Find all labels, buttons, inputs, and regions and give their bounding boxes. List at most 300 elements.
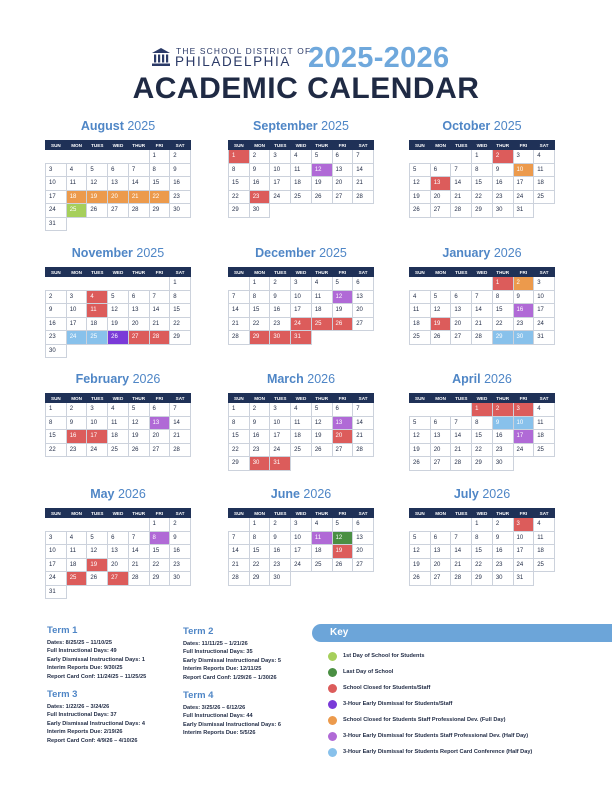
day-cell: 25 [291, 443, 312, 457]
day-cell: 28 [170, 443, 191, 457]
day-cell: 9 [513, 290, 534, 304]
day-cell: 8 [492, 290, 513, 304]
empty-day-cell [149, 277, 170, 291]
weekday-header: SAT [534, 509, 555, 518]
day-cell: 24 [513, 190, 534, 204]
day-cell: 4 [534, 150, 555, 164]
term-interim-reports: Interim Reports Due: 5/5/26 [183, 730, 256, 737]
day-cell: 4 [534, 403, 555, 417]
day-cell: 16 [492, 430, 513, 444]
weekday-header: SAT [353, 141, 374, 150]
day-cell: 31 [291, 331, 312, 345]
day-cell: 16 [270, 304, 291, 318]
term-full-days: Full Instructional Days: 35 [183, 649, 253, 656]
day-cell: 30 [46, 344, 67, 358]
day-cell: 26 [87, 204, 108, 218]
day-cell: 20 [430, 558, 451, 572]
month-year: 2026 [303, 487, 332, 501]
weekday-header: THUR [311, 268, 332, 277]
empty-day-cell [170, 344, 191, 358]
month-year: 2025 [127, 119, 156, 133]
day-cell: 29 [492, 331, 513, 345]
day-cell: 20 [430, 190, 451, 204]
day-cell: 2 [249, 403, 270, 417]
empty-day-cell [451, 518, 472, 532]
key-color-dot [328, 652, 337, 661]
day-cell: 19 [311, 430, 332, 444]
calendar-grid [45, 508, 191, 599]
day-cell: 1 [170, 277, 191, 291]
day-cell: 4 [66, 163, 87, 177]
empty-day-cell [430, 403, 451, 417]
key-label: 3-Hour Early Dismissal for Students/Staff [343, 701, 453, 707]
weekday-header: THUR [492, 268, 513, 277]
day-cell: 10 [46, 177, 67, 191]
key-header [312, 624, 612, 642]
day-cell: 11 [534, 416, 555, 430]
empty-day-cell [108, 150, 129, 164]
day-cell: 15 [149, 177, 170, 191]
day-cell: 29 [472, 457, 493, 471]
day-cell: 18 [291, 177, 312, 191]
term-report-card-conf: Report Card Conf: 1/29/26 – 1/30/26 [183, 674, 277, 681]
day-cell: 22 [46, 443, 67, 457]
day-cell: 7 [149, 290, 170, 304]
month-title [45, 119, 191, 135]
empty-day-cell [353, 457, 374, 471]
empty-day-cell [291, 457, 312, 471]
day-cell: 6 [353, 277, 374, 291]
day-cell: 9 [66, 416, 87, 430]
day-cell: 26 [87, 572, 108, 586]
day-cell: 15 [170, 304, 191, 318]
day-cell: 9 [270, 531, 291, 545]
day-cell: 3 [87, 403, 108, 417]
month-year: 2026 [132, 372, 161, 386]
empty-day-cell [410, 518, 431, 532]
day-cell: 15 [149, 545, 170, 559]
month-title [228, 119, 374, 135]
day-cell: 4 [291, 150, 312, 164]
day-cell: 23 [270, 558, 291, 572]
day-cell: 14 [451, 430, 472, 444]
month-june [228, 487, 374, 582]
month-year: 2026 [118, 487, 146, 501]
day-cell: 16 [249, 177, 270, 191]
day-cell: 23 [513, 317, 534, 331]
month-title [45, 246, 191, 262]
weekday-header: TUES [87, 394, 108, 403]
empty-day-cell [229, 518, 250, 532]
day-cell: 20 [353, 545, 374, 559]
empty-day-cell [66, 217, 87, 231]
weekday-header: SUN [410, 509, 431, 518]
day-cell: 10 [513, 531, 534, 545]
term-early-dismissal-days: Early Dismissal Instructional Days: 1 [47, 656, 145, 663]
weekday-header: WED [291, 268, 312, 277]
weekday-header: TUES [451, 268, 472, 277]
day-cell: 25 [311, 317, 332, 331]
empty-day-cell [170, 585, 191, 599]
day-cell: 6 [332, 150, 353, 164]
calendar-grid [45, 140, 191, 231]
empty-day-cell [66, 518, 87, 532]
day-cell: 9 [492, 531, 513, 545]
weekday-header: SAT [170, 394, 191, 403]
day-cell: 5 [108, 290, 129, 304]
day-cell: 26 [410, 572, 431, 586]
day-cell: 18 [311, 304, 332, 318]
day-cell: 25 [87, 331, 108, 345]
weekday-header: SAT [170, 509, 191, 518]
district-name-line2: PHILADELPHIA [175, 54, 291, 69]
day-cell: 25 [66, 204, 87, 218]
weekday-header: FRI [149, 394, 170, 403]
day-cell: 21 [170, 430, 191, 444]
district-name-line1: THE SCHOOL DISTRICT OF [176, 46, 312, 56]
term-title: Term 4 [183, 690, 214, 701]
term-interim-reports: Interim Reports Due: 12/11/25 [183, 666, 262, 673]
day-cell: 27 [353, 317, 374, 331]
weekday-header: MON [66, 268, 87, 277]
day-cell: 12 [311, 416, 332, 430]
day-cell: 4 [291, 403, 312, 417]
day-cell: 21 [128, 190, 149, 204]
term-title: Term 1 [47, 625, 78, 636]
day-cell: 19 [410, 558, 431, 572]
day-cell: 6 [451, 290, 472, 304]
day-cell: 17 [270, 177, 291, 191]
day-cell: 19 [410, 443, 431, 457]
day-cell: 18 [66, 558, 87, 572]
day-cell: 13 [149, 416, 170, 430]
weekday-header: SUN [410, 394, 431, 403]
day-cell: 11 [66, 545, 87, 559]
weekday-header: MON [66, 509, 87, 518]
day-cell: 18 [291, 430, 312, 444]
day-cell: 9 [170, 163, 191, 177]
weekday-header: WED [291, 141, 312, 150]
day-cell: 28 [128, 572, 149, 586]
weekday-header: FRI [332, 268, 353, 277]
month-january [409, 246, 555, 341]
day-cell: 27 [451, 331, 472, 345]
day-cell: 1 [149, 518, 170, 532]
day-cell: 4 [87, 290, 108, 304]
month-april [409, 372, 555, 467]
day-cell: 9 [170, 531, 191, 545]
day-cell: 7 [451, 163, 472, 177]
day-cell: 25 [410, 331, 431, 345]
weekday-header: TUES [270, 509, 291, 518]
weekday-header: TUES [451, 141, 472, 150]
key-color-dot [328, 748, 337, 757]
day-cell: 30 [492, 204, 513, 218]
month-name: September [253, 119, 318, 133]
weekday-header: FRI [513, 394, 534, 403]
day-cell: 12 [410, 430, 431, 444]
day-cell: 7 [451, 416, 472, 430]
weekday-header: SUN [46, 509, 67, 518]
weekday-header: MON [249, 141, 270, 150]
month-title [45, 487, 191, 503]
day-cell: 8 [472, 163, 493, 177]
month-name: April [452, 372, 481, 386]
day-cell: 14 [451, 545, 472, 559]
empty-day-cell [534, 457, 555, 471]
day-cell: 7 [353, 150, 374, 164]
day-cell: 2 [249, 150, 270, 164]
term-full-days: Full Instructional Days: 37 [47, 712, 117, 719]
day-cell: 8 [472, 416, 493, 430]
month-name: May [90, 487, 115, 501]
day-cell: 1 [249, 518, 270, 532]
term-3 [47, 689, 197, 745]
calendar-grid [409, 267, 555, 345]
empty-day-cell [534, 204, 555, 218]
day-cell: 27 [149, 443, 170, 457]
weekday-header: THUR [311, 394, 332, 403]
empty-day-cell [46, 277, 67, 291]
day-cell: 5 [410, 416, 431, 430]
school-year: 2025-2026 [308, 42, 450, 74]
day-cell: 6 [128, 290, 149, 304]
day-cell: 10 [66, 304, 87, 318]
day-cell: 7 [128, 531, 149, 545]
day-cell: 16 [492, 177, 513, 191]
weekday-header: SAT [534, 394, 555, 403]
weekday-header: MON [430, 268, 451, 277]
term-interim-reports: Interim Reports Due: 9/30/25 [47, 665, 123, 672]
term-dates: Dates: 11/11/25 – 1/21/26 [183, 641, 248, 647]
day-cell: 6 [430, 531, 451, 545]
calendar-grid [228, 508, 374, 586]
day-cell: 13 [353, 531, 374, 545]
month-september [228, 119, 374, 214]
key-title: Key [330, 627, 349, 638]
day-cell: 28 [353, 190, 374, 204]
calendar-grid [409, 393, 555, 471]
day-cell: 15 [249, 304, 270, 318]
day-cell: 18 [534, 177, 555, 191]
day-cell: 8 [149, 163, 170, 177]
day-cell: 5 [410, 531, 431, 545]
day-cell: 28 [229, 572, 250, 586]
weekday-header: MON [430, 394, 451, 403]
day-cell: 30 [249, 204, 270, 218]
day-cell: 3 [270, 403, 291, 417]
empty-day-cell [311, 331, 332, 345]
day-cell: 28 [149, 331, 170, 345]
day-cell: 31 [46, 217, 67, 231]
empty-day-cell [451, 150, 472, 164]
day-cell: 29 [149, 572, 170, 586]
day-cell: 19 [430, 317, 451, 331]
day-cell: 25 [534, 558, 555, 572]
day-cell: 8 [46, 416, 67, 430]
month-august [45, 119, 191, 227]
day-cell: 21 [149, 317, 170, 331]
day-cell: 8 [149, 531, 170, 545]
day-cell: 7 [451, 531, 472, 545]
calendar-grid [228, 140, 374, 218]
day-cell: 24 [534, 317, 555, 331]
day-cell: 3 [46, 163, 67, 177]
day-cell: 10 [291, 531, 312, 545]
day-cell: 21 [451, 190, 472, 204]
day-cell: 22 [249, 558, 270, 572]
day-cell: 14 [451, 177, 472, 191]
day-cell: 7 [170, 403, 191, 417]
day-cell: 26 [410, 457, 431, 471]
empty-day-cell [128, 277, 149, 291]
day-cell: 10 [270, 163, 291, 177]
day-cell: 21 [353, 430, 374, 444]
term-4 [183, 690, 333, 738]
day-cell: 27 [332, 190, 353, 204]
day-cell: 29 [249, 572, 270, 586]
day-cell: 21 [451, 558, 472, 572]
day-cell: 31 [534, 331, 555, 345]
key-color-dot [328, 684, 337, 693]
weekday-header: WED [472, 509, 493, 518]
weekday-header: SUN [229, 509, 250, 518]
day-cell: 17 [270, 430, 291, 444]
calendar-grid [45, 267, 191, 358]
empty-day-cell [353, 331, 374, 345]
day-cell: 10 [46, 545, 67, 559]
month-december [228, 246, 374, 341]
day-cell: 3 [291, 277, 312, 291]
day-cell: 12 [332, 290, 353, 304]
day-cell: 21 [451, 443, 472, 457]
empty-day-cell [170, 217, 191, 231]
day-cell: 7 [472, 290, 493, 304]
month-november [45, 246, 191, 354]
day-cell: 5 [332, 518, 353, 532]
day-cell: 4 [534, 518, 555, 532]
empty-day-cell [149, 585, 170, 599]
day-cell: 2 [270, 277, 291, 291]
day-cell: 6 [332, 403, 353, 417]
empty-day-cell [46, 518, 67, 532]
day-cell: 14 [353, 163, 374, 177]
day-cell: 2 [492, 150, 513, 164]
day-cell: 23 [66, 443, 87, 457]
day-cell: 12 [311, 163, 332, 177]
day-cell: 25 [108, 443, 129, 457]
day-cell: 29 [472, 572, 493, 586]
day-cell: 16 [513, 304, 534, 318]
day-cell: 21 [128, 558, 149, 572]
district-logo-icon [151, 47, 171, 67]
day-cell: 17 [534, 304, 555, 318]
weekday-header: THUR [128, 394, 149, 403]
day-cell: 6 [430, 416, 451, 430]
day-cell: 28 [472, 331, 493, 345]
day-cell: 15 [472, 177, 493, 191]
weekday-header: FRI [513, 141, 534, 150]
day-cell: 23 [46, 331, 67, 345]
day-cell: 4 [311, 518, 332, 532]
day-cell: 18 [87, 317, 108, 331]
day-cell: 23 [492, 443, 513, 457]
day-cell: 17 [46, 558, 67, 572]
weekday-header: MON [249, 509, 270, 518]
weekday-header: SUN [229, 141, 250, 150]
empty-day-cell [128, 344, 149, 358]
day-cell: 14 [229, 304, 250, 318]
day-cell: 9 [249, 416, 270, 430]
day-cell: 23 [249, 190, 270, 204]
weekday-header: SUN [46, 394, 67, 403]
day-cell: 18 [66, 190, 87, 204]
day-cell: 27 [430, 204, 451, 218]
weekday-header: SUN [46, 141, 67, 150]
day-cell: 5 [430, 290, 451, 304]
empty-day-cell [87, 585, 108, 599]
day-cell: 11 [534, 163, 555, 177]
day-cell: 29 [229, 457, 250, 471]
day-cell: 25 [311, 558, 332, 572]
day-cell: 16 [66, 430, 87, 444]
header [0, 42, 612, 104]
day-cell: 10 [87, 416, 108, 430]
empty-day-cell [108, 217, 129, 231]
month-title [409, 246, 555, 262]
day-cell: 31 [46, 585, 67, 599]
day-cell: 23 [170, 190, 191, 204]
empty-day-cell [332, 204, 353, 218]
weekday-header: FRI [513, 509, 534, 518]
empty-day-cell [108, 344, 129, 358]
day-cell: 14 [353, 416, 374, 430]
day-cell: 13 [332, 416, 353, 430]
day-cell: 28 [451, 457, 472, 471]
day-cell: 17 [513, 177, 534, 191]
day-cell: 19 [108, 317, 129, 331]
key-color-dot [328, 700, 337, 709]
day-cell: 21 [229, 317, 250, 331]
day-cell: 14 [170, 416, 191, 430]
term-early-dismissal-days: Early Dismissal Instructional Days: 6 [183, 721, 281, 728]
weekday-header: THUR [128, 509, 149, 518]
month-year: 2025 [136, 246, 165, 260]
key-label: School Closed for Students Staff Professional Dev. (Full Day) [343, 717, 506, 723]
day-cell: 4 [108, 403, 129, 417]
day-cell: 23 [492, 190, 513, 204]
day-cell: 6 [353, 518, 374, 532]
day-cell: 6 [108, 163, 129, 177]
day-cell: 22 [492, 317, 513, 331]
day-cell: 15 [472, 545, 493, 559]
empty-day-cell [430, 150, 451, 164]
weekday-header: SUN [46, 268, 67, 277]
day-cell: 5 [410, 163, 431, 177]
weekday-header: WED [291, 394, 312, 403]
empty-day-cell [229, 277, 250, 291]
calendar-grid [45, 393, 191, 457]
day-cell: 14 [128, 177, 149, 191]
term-dates: Dates: 3/25/26 – 6/12/26 [183, 705, 246, 711]
key-label: 3-Hour Early Dismissal for Students Report Card Conference (Half Day) [343, 749, 533, 755]
day-cell: 26 [108, 331, 129, 345]
key-label: 3-Hour Early Dismissal for Students Staff Professional Dev. (Half Day) [343, 733, 529, 739]
month-title [228, 246, 374, 262]
empty-day-cell [410, 277, 431, 291]
day-cell: 15 [249, 545, 270, 559]
day-cell: 2 [170, 150, 191, 164]
